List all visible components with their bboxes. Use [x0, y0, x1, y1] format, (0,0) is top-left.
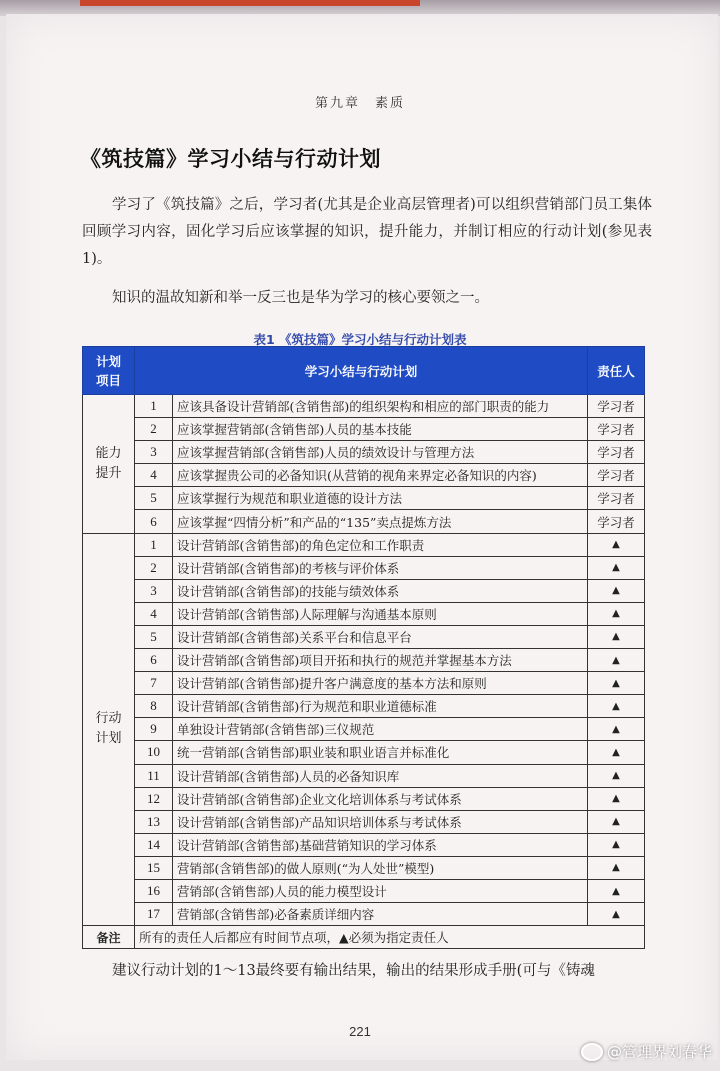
table-row — [83, 672, 645, 695]
row-number: 8 — [135, 695, 173, 718]
row-number: 17 — [135, 903, 173, 926]
table-row — [83, 602, 645, 625]
row-text: 应该掌握“四情分析”和产品的“135”卖点提炼方法 — [173, 510, 588, 533]
core-paragraph: 知识的温故知新和举一反三也是华为学习的核心要领之一。 — [112, 290, 489, 306]
table-row — [83, 464, 645, 487]
table-row — [83, 395, 645, 418]
row-number: 5 — [135, 487, 173, 510]
table-row — [83, 649, 645, 672]
table-row — [83, 810, 645, 833]
row-number: 3 — [135, 579, 173, 602]
row-text: 设计营销部(含销售部)的技能与绩效体系 — [173, 579, 588, 602]
table-row — [83, 533, 645, 556]
book-edge-accent — [80, 0, 420, 6]
note-text: 所有的责任人后都应有时间节点项，▲必须为指定责任人 — [135, 926, 645, 949]
row-number: 4 — [135, 464, 173, 487]
table-row — [83, 487, 645, 510]
row-owner: ▲ — [588, 556, 645, 579]
row-number: 6 — [135, 510, 173, 533]
table-row — [83, 441, 645, 464]
row-number: 3 — [135, 441, 173, 464]
table-body — [83, 395, 645, 949]
row-owner: ▲ — [588, 602, 645, 625]
table-row — [83, 764, 645, 787]
table-row — [83, 510, 645, 533]
table-row — [83, 787, 645, 810]
table-row — [83, 833, 645, 856]
intro-paragraph: 学习了《筑技篇》之后，学习者(尤其是企业高层管理者)可以组织营销部门员工集体回顾学习内容，固化学习后应该掌握的知识，提升能力，并制订相应的行动计划(参见表1)。 — [82, 197, 652, 267]
watermark-text: @管理界刘春华 — [606, 1043, 712, 1061]
section-title: 《筑技篇》学习小结与行动计划 — [80, 147, 381, 171]
row-number: 16 — [135, 879, 173, 902]
row-number: 11 — [135, 764, 173, 787]
row-text: 设计营销部(含销售部)的考核与评价体系 — [173, 556, 588, 579]
row-number: 2 — [135, 556, 173, 579]
row-text: 应该具备设计营销部(含销售部)的组织架构和相应的部门职责的能力 — [173, 395, 588, 418]
table-row — [83, 856, 645, 879]
group-label: 行动 计划 — [83, 533, 135, 926]
row-owner: ▲ — [588, 833, 645, 856]
row-number: 1 — [135, 533, 173, 556]
row-owner: ▲ — [588, 625, 645, 648]
row-number: 15 — [135, 856, 173, 879]
row-owner: 学习者 — [588, 418, 645, 441]
row-text: 营销部(含销售部)的做人原则(“为人处世”模型) — [173, 856, 588, 879]
row-text: 营销部(含销售部)人员的能力模型设计 — [173, 879, 588, 902]
table-row — [83, 579, 645, 602]
header-owner: 责任人 — [588, 347, 645, 395]
row-text: 应该掌握贵公司的必备知识(从营销的视角来界定必备知识的内容) — [173, 464, 588, 487]
row-text: 设计营销部(含销售部)基础营销知识的学习体系 — [173, 833, 588, 856]
header-content: 学习小结与行动计划 — [135, 347, 588, 395]
row-text: 设计营销部(含销售部)企业文化培训体系与考试体系 — [173, 787, 588, 810]
running-head: 第九章 素质 — [314, 96, 405, 111]
row-number: 10 — [135, 741, 173, 764]
row-number: 4 — [135, 602, 173, 625]
action-plan-table — [82, 346, 645, 949]
row-text: 设计营销部(含销售部)人员的必备知识库 — [173, 764, 588, 787]
row-owner: ▲ — [588, 579, 645, 602]
row-text: 设计营销部(含销售部)提升客户满意度的基本方法和原则 — [173, 672, 588, 695]
note-label: 备注 — [83, 926, 135, 949]
row-owner: 学习者 — [588, 395, 645, 418]
row-owner: ▲ — [588, 787, 645, 810]
row-number: 6 — [135, 649, 173, 672]
note-row — [83, 926, 645, 949]
row-owner: ▲ — [588, 903, 645, 926]
table-row — [83, 879, 645, 902]
row-text: 设计营销部(含销售部)人际理解与沟通基本原则 — [173, 602, 588, 625]
row-number: 5 — [135, 625, 173, 648]
row-owner: ▲ — [588, 741, 645, 764]
row-number: 12 — [135, 787, 173, 810]
row-owner: ▲ — [588, 764, 645, 787]
closing-paragraph: 建议行动计划的1～13最终要有输出结果，输出的结果形成手册(可与《铸魂 — [112, 963, 595, 979]
row-text: 统一营销部(含销售部)职业装和职业语言并标准化 — [173, 741, 588, 764]
row-number: 2 — [135, 418, 173, 441]
table-header-row — [83, 347, 645, 395]
row-number: 7 — [135, 672, 173, 695]
row-owner: ▲ — [588, 695, 645, 718]
row-owner: ▲ — [588, 649, 645, 672]
row-text: 设计营销部(含销售部)产品知识培训体系与考试体系 — [173, 810, 588, 833]
row-owner: ▲ — [588, 672, 645, 695]
table-row — [83, 718, 645, 741]
row-owner: ▲ — [588, 879, 645, 902]
row-text: 设计营销部(含销售部)项目开拓和执行的规范并掌握基本方法 — [173, 649, 588, 672]
row-owner: ▲ — [588, 856, 645, 879]
row-number: 13 — [135, 810, 173, 833]
row-text: 应该掌握营销部(含销售部)人员的绩效设计与管理方法 — [173, 441, 588, 464]
row-owner: ▲ — [588, 533, 645, 556]
table-row — [83, 741, 645, 764]
row-text: 设计营销部(含销售部)关系平台和信息平台 — [173, 625, 588, 648]
row-owner: ▲ — [588, 718, 645, 741]
row-owner: 学习者 — [588, 464, 645, 487]
row-owner: 学习者 — [588, 487, 645, 510]
table-row — [83, 556, 645, 579]
row-text: 营销部(含销售部)必备素质详细内容 — [173, 903, 588, 926]
row-text: 设计营销部(含销售部)的角色定位和工作职责 — [173, 533, 588, 556]
row-text: 应该掌握行为规范和职业道德的设计方法 — [173, 487, 588, 510]
page-number: 221 — [349, 1024, 371, 1039]
row-number: 14 — [135, 833, 173, 856]
row-text: 应该掌握营销部(含销售部)人员的基本技能 — [173, 418, 588, 441]
table-row — [83, 418, 645, 441]
group-label: 能力 提升 — [83, 395, 135, 534]
table-caption: 表1 《筑技篇》学习小结与行动计划表 — [253, 332, 467, 347]
table-row — [83, 695, 645, 718]
row-number: 1 — [135, 395, 173, 418]
table-row — [83, 903, 645, 926]
row-number: 9 — [135, 718, 173, 741]
header-category: 计划 项目 — [83, 347, 135, 395]
row-owner: 学习者 — [588, 510, 645, 533]
row-owner: 学习者 — [588, 441, 645, 464]
watermark — [581, 1041, 712, 1062]
row-text: 设计营销部(含销售部)行为规范和职业道德标准 — [173, 695, 588, 718]
weibo-logo-icon — [581, 1043, 603, 1061]
row-owner: ▲ — [588, 810, 645, 833]
row-text: 单独设计营销部(含销售部)三仪规范 — [173, 718, 588, 741]
table-row — [83, 625, 645, 648]
